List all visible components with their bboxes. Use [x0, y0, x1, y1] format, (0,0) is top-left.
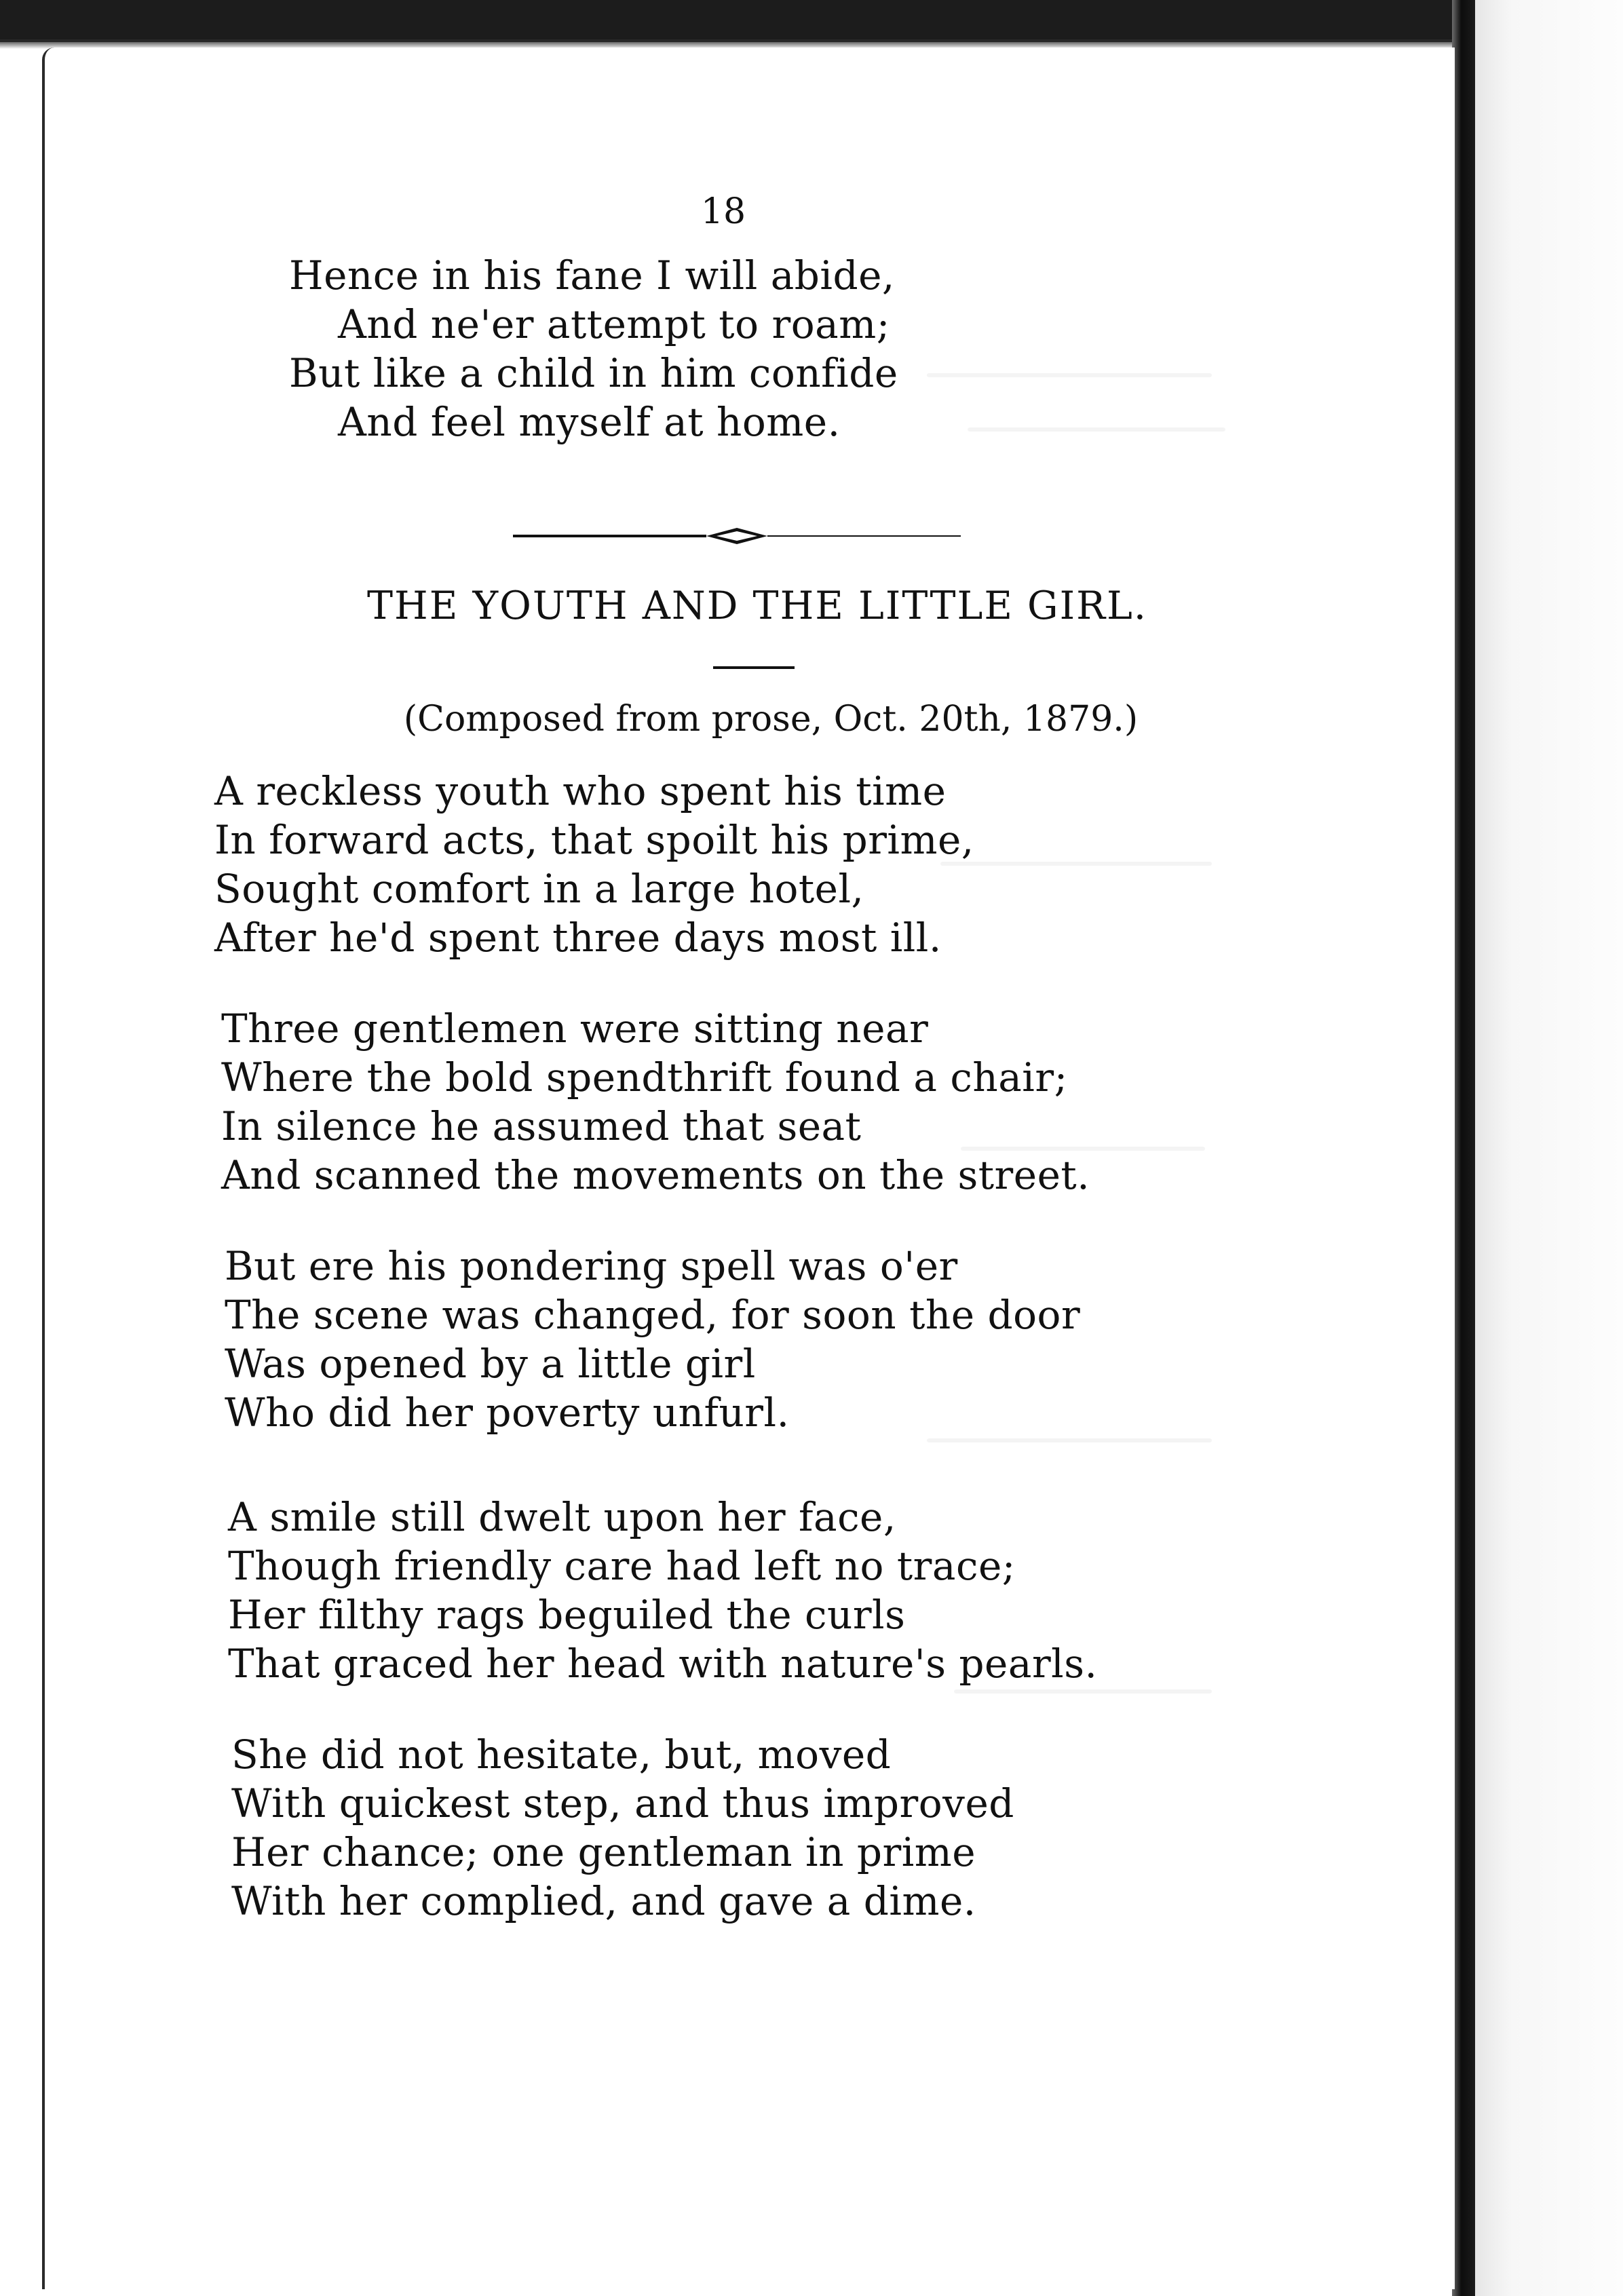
verse-line: That graced her head with nature's pearls.	[228, 1641, 1098, 1687]
scan-top-edge	[0, 0, 1623, 42]
bleed-through	[927, 373, 1212, 377]
verse-line: Three gentlemen were sitting near	[221, 1006, 929, 1052]
verse-line: With her complied, and gave a dime.	[231, 1878, 976, 1924]
bleed-through	[940, 862, 1212, 866]
poem-subtitle: (Composed from prose, Oct. 20th, 1879.)	[403, 699, 1139, 740]
title-underline	[713, 666, 795, 669]
book-binding-shadow	[1452, 0, 1475, 2296]
stanza-3	[225, 1242, 1080, 1437]
facing-page-edge	[1475, 0, 1623, 2296]
stanza-4	[228, 1493, 1097, 1688]
verse-line: Was opened by a little girl	[225, 1341, 756, 1387]
verse-line: And feel myself at home.	[338, 399, 841, 445]
verse-line: Her filthy rags beguiled the curls	[228, 1592, 906, 1638]
verse-line: And scanned the movements on the street.	[221, 1152, 1090, 1198]
verse-line: Who did her poverty unfurl.	[225, 1390, 790, 1436]
verse-line: In silence he assumed that seat	[221, 1103, 862, 1149]
verse-line: Hence in his fane I will abide,	[289, 252, 895, 299]
bleed-through	[954, 1689, 1212, 1694]
book-page	[42, 47, 1455, 2289]
verse-line: And ne'er attempt to roam;	[338, 301, 890, 347]
verse-line: After he'd spent three days most ill.	[214, 915, 942, 961]
verse-line: But ere his pondering spell was o'er	[225, 1243, 958, 1289]
verse-line: But like a child in him confide	[289, 350, 898, 396]
verse-line: Sought comfort in a large hotel,	[214, 866, 864, 912]
stanza-2	[221, 1004, 1090, 1200]
verse-line: The scene was changed, for soon the door	[225, 1292, 1081, 1338]
poem-title: THE YOUTH AND THE LITTLE GIRL.	[367, 583, 1147, 628]
section-divider-ornament	[513, 522, 961, 550]
page-number: 18	[700, 191, 746, 232]
verse-line: A reckless youth who spent his time	[214, 768, 947, 814]
stanza-5	[231, 1730, 1014, 1926]
verse-line: With quickest step, and thus improved	[231, 1780, 1014, 1826]
bleed-through	[968, 427, 1225, 432]
bleed-through	[927, 1438, 1212, 1442]
verse-line: A smile still dwelt upon her face,	[228, 1494, 896, 1540]
verse-line: Though friendly care had left no trace;	[228, 1543, 1016, 1589]
opening-stanza	[289, 251, 898, 446]
verse-line: In forward acts, that spoilt his prime,	[214, 817, 974, 863]
verse-line: Her chance; one gentleman in prime	[231, 1829, 976, 1875]
stanza-1	[214, 767, 974, 962]
verse-line: She did not hesitate, but, moved	[231, 1731, 892, 1778]
verse-line: Where the bold spendthrift found a chair;	[221, 1054, 1068, 1101]
